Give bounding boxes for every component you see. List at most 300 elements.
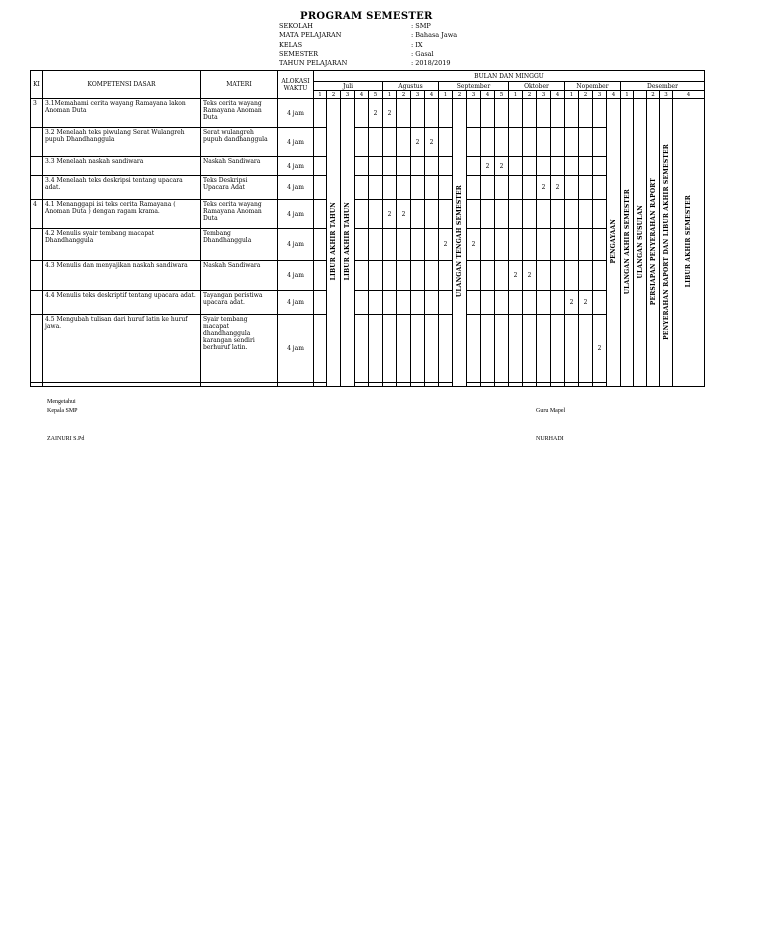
header-week: 3 bbox=[593, 91, 607, 99]
cell-materi: Serat wulangreh pupuh dandhanggula bbox=[201, 128, 278, 157]
week-cell: 2 bbox=[509, 261, 523, 291]
week-cell: 2 bbox=[523, 261, 537, 291]
header-week: 4 bbox=[673, 91, 705, 99]
vertical-label-text: ULANGAN SUSULAN bbox=[636, 204, 644, 279]
week-cell bbox=[355, 261, 369, 291]
week-cell bbox=[481, 200, 495, 229]
header-week: 5 bbox=[495, 91, 509, 99]
table-row bbox=[31, 315, 705, 383]
filler-cell bbox=[495, 383, 509, 387]
header-week: 1 bbox=[509, 91, 523, 99]
week-cell bbox=[495, 99, 509, 128]
cell-materi: Tembang Dhandhanggula bbox=[201, 229, 278, 261]
week-cell bbox=[565, 99, 579, 128]
header-month: September bbox=[439, 82, 509, 91]
week-cell: 2 bbox=[593, 315, 607, 383]
week-cell bbox=[551, 229, 565, 261]
vertical-label-text: LIBUR AKHIR SEMESTER bbox=[685, 195, 692, 288]
week-cell bbox=[314, 176, 327, 200]
header-week: 1 bbox=[565, 91, 579, 99]
week-cell bbox=[593, 200, 607, 229]
cell-ki bbox=[31, 229, 43, 261]
header-week: 3 bbox=[660, 91, 673, 99]
week-cell bbox=[495, 176, 509, 200]
week-cell bbox=[397, 291, 411, 315]
week-cell bbox=[411, 157, 425, 176]
filler-cell bbox=[314, 383, 327, 387]
week-cell bbox=[355, 315, 369, 383]
week-cell bbox=[537, 99, 551, 128]
filler-cell bbox=[425, 383, 439, 387]
cell-alokasi: 4 jam bbox=[278, 176, 314, 200]
page-title: PROGRAM SEMESTER bbox=[300, 11, 433, 22]
cell-kompetensi-dasar: 4.2 Menulis syair tembang macapat Dhandhanggula bbox=[43, 229, 201, 261]
cell-alokasi: 4 jam bbox=[278, 315, 314, 383]
cell-alokasi: 4 jam bbox=[278, 128, 314, 157]
table-row bbox=[31, 99, 705, 128]
week-cell bbox=[495, 261, 509, 291]
week-cell bbox=[537, 128, 551, 157]
vertical-label-text: PENYERAHAN RAPORT DAN LIBUR AKHIR SEMESTER bbox=[662, 143, 670, 340]
week-cell bbox=[314, 291, 327, 315]
header-week: 2 bbox=[327, 91, 341, 99]
week-cell bbox=[355, 176, 369, 200]
week-cell bbox=[509, 128, 523, 157]
filler-cell bbox=[355, 383, 369, 387]
filler-cell bbox=[579, 383, 593, 387]
week-cell bbox=[481, 261, 495, 291]
week-cell bbox=[425, 99, 439, 128]
meta-key: MATA PELAJARAN bbox=[279, 31, 342, 40]
week-cell bbox=[439, 128, 453, 157]
week-cell bbox=[537, 200, 551, 229]
footer-guru: Guru Mapel bbox=[536, 408, 566, 414]
week-cell bbox=[397, 261, 411, 291]
week-cell bbox=[314, 99, 327, 128]
week-cell bbox=[467, 176, 481, 200]
cell-kompetensi-dasar: 4.1 Menanggapi isi teks cerita Ramayana ( Anoman Duta ) dengan ragam krama. bbox=[43, 200, 201, 229]
week-cell bbox=[397, 315, 411, 383]
document-meta bbox=[279, 22, 531, 68]
week-cell bbox=[369, 157, 383, 176]
week-cell bbox=[397, 176, 411, 200]
week-cell bbox=[481, 99, 495, 128]
week-cell bbox=[467, 315, 481, 383]
week-cell bbox=[551, 200, 565, 229]
week-cell bbox=[425, 176, 439, 200]
week-cell: 2 bbox=[411, 128, 425, 157]
header-week: 1 bbox=[383, 91, 397, 99]
week-cell bbox=[355, 229, 369, 261]
week-cell bbox=[523, 176, 537, 200]
cell-kompetensi-dasar: 4.3 Menulis dan menyajikan naskah sandiwara bbox=[43, 261, 201, 291]
week-cell bbox=[495, 229, 509, 261]
footer-kepala-name: ZAINURI S.Pd bbox=[47, 436, 85, 442]
table-row bbox=[31, 291, 705, 315]
filler-cell bbox=[537, 383, 551, 387]
table-row bbox=[31, 261, 705, 291]
week-cell bbox=[565, 157, 579, 176]
week-cell bbox=[593, 291, 607, 315]
week-cell bbox=[397, 229, 411, 261]
week-cell bbox=[551, 315, 565, 383]
week-cell bbox=[467, 128, 481, 157]
week-cell bbox=[509, 229, 523, 261]
cell-kompetensi-dasar: 4.5 Mengubah tulisan dari huruf latin ke huruf jawa. bbox=[43, 315, 201, 383]
program-semester-table bbox=[30, 70, 705, 387]
footer-kepala: Kepala SMP bbox=[47, 408, 78, 414]
week-cell bbox=[565, 176, 579, 200]
vertical-label-text: LIBUR AKHIR TAHUN bbox=[344, 202, 351, 281]
week-cell bbox=[551, 128, 565, 157]
header-week: 3 bbox=[411, 91, 425, 99]
week-cell bbox=[397, 128, 411, 157]
week-cell bbox=[579, 229, 593, 261]
vertical-label-libur1 bbox=[327, 99, 341, 387]
week-cell bbox=[314, 315, 327, 383]
vertical-label-text: ULANGAN AKHIR SEMESTER bbox=[623, 188, 631, 295]
cell-alokasi: 4 jam bbox=[278, 157, 314, 176]
vertical-label-text: LIBUR AKHIR TAHUN bbox=[330, 202, 337, 281]
week-cell bbox=[383, 315, 397, 383]
week-cell bbox=[383, 157, 397, 176]
header-alokasi-waktu: ALOKASI WAKTU bbox=[278, 71, 314, 99]
week-cell bbox=[369, 261, 383, 291]
header-week: 1 bbox=[621, 91, 634, 99]
header-week: 1 bbox=[439, 91, 453, 99]
filler-cell bbox=[201, 383, 278, 387]
header-month: Oktober bbox=[509, 82, 565, 91]
week-cell bbox=[565, 200, 579, 229]
week-cell bbox=[481, 128, 495, 157]
week-cell bbox=[439, 261, 453, 291]
week-cell: 2 bbox=[369, 99, 383, 128]
week-cell bbox=[593, 157, 607, 176]
week-cell bbox=[425, 200, 439, 229]
cell-ki bbox=[31, 128, 43, 157]
cell-alokasi: 4 jam bbox=[278, 99, 314, 128]
week-cell bbox=[551, 157, 565, 176]
week-cell bbox=[495, 291, 509, 315]
week-cell bbox=[314, 200, 327, 229]
week-cell bbox=[383, 176, 397, 200]
week-cell bbox=[314, 128, 327, 157]
week-cell bbox=[523, 200, 537, 229]
cell-materi: Teks cerita wayang Ramayana Anoman Duta bbox=[201, 99, 278, 128]
week-cell bbox=[467, 200, 481, 229]
table-row bbox=[31, 200, 705, 229]
table-row bbox=[31, 157, 705, 176]
table-row bbox=[31, 176, 705, 200]
week-cell bbox=[579, 200, 593, 229]
week-cell bbox=[579, 157, 593, 176]
week-cell bbox=[565, 315, 579, 383]
filler-cell bbox=[467, 383, 481, 387]
week-cell bbox=[565, 261, 579, 291]
week-cell bbox=[481, 291, 495, 315]
week-cell bbox=[411, 99, 425, 128]
table-row bbox=[31, 229, 705, 261]
cell-kompetensi-dasar: 4.4 Menulis teks deskriptif tentang upacara adat. bbox=[43, 291, 201, 315]
week-cell bbox=[369, 291, 383, 315]
cell-ki bbox=[31, 157, 43, 176]
week-cell bbox=[425, 315, 439, 383]
header-week: 3 bbox=[537, 91, 551, 99]
week-cell bbox=[383, 291, 397, 315]
week-cell bbox=[425, 291, 439, 315]
week-cell bbox=[355, 128, 369, 157]
week-cell bbox=[411, 229, 425, 261]
cell-materi: Naskah Sandiwara bbox=[201, 261, 278, 291]
week-cell bbox=[523, 229, 537, 261]
week-cell bbox=[593, 128, 607, 157]
meta-value: : 2018/2019 bbox=[411, 59, 451, 68]
header-week: 2 bbox=[647, 91, 660, 99]
week-cell bbox=[439, 99, 453, 128]
week-cell: 2 bbox=[481, 157, 495, 176]
header-week bbox=[634, 91, 647, 99]
week-cell bbox=[397, 157, 411, 176]
week-cell bbox=[579, 176, 593, 200]
vertical-label-text: PENGAYAAN bbox=[610, 219, 617, 264]
cell-ki bbox=[31, 176, 43, 200]
week-cell bbox=[509, 200, 523, 229]
filler-cell bbox=[565, 383, 579, 387]
week-cell bbox=[411, 261, 425, 291]
filler-cell bbox=[551, 383, 565, 387]
table-row-filler bbox=[31, 383, 705, 387]
week-cell bbox=[509, 176, 523, 200]
meta-value: : IX bbox=[411, 40, 423, 49]
week-cell: 2 bbox=[467, 229, 481, 261]
vertical-label-pengayaan bbox=[607, 99, 621, 387]
week-cell bbox=[467, 261, 481, 291]
header-week: 2 bbox=[453, 91, 467, 99]
filler-cell bbox=[31, 383, 43, 387]
vertical-label-uts bbox=[453, 99, 467, 387]
header-month: Juli bbox=[314, 82, 383, 91]
week-cell bbox=[495, 315, 509, 383]
cell-kompetensi-dasar: 3.1Memahami cerita wayang Ramayana lakon Anoman Duta bbox=[43, 99, 201, 128]
week-cell bbox=[439, 291, 453, 315]
week-cell bbox=[411, 291, 425, 315]
header-week: 1 bbox=[314, 91, 327, 99]
vertical-label-text: PERSIAPAN PENYERAHAN RAPORT bbox=[649, 177, 657, 306]
week-cell bbox=[439, 315, 453, 383]
week-cell: 2 bbox=[537, 176, 551, 200]
cell-ki bbox=[31, 261, 43, 291]
cell-materi: Teks cerita wayang Ramayana Anoman Duta bbox=[201, 200, 278, 229]
filler-cell bbox=[481, 383, 495, 387]
week-cell bbox=[383, 229, 397, 261]
week-cell bbox=[425, 229, 439, 261]
meta-row bbox=[279, 41, 531, 50]
week-cell bbox=[467, 291, 481, 315]
week-cell bbox=[425, 157, 439, 176]
week-cell bbox=[383, 261, 397, 291]
week-cell bbox=[523, 315, 537, 383]
week-cell bbox=[537, 291, 551, 315]
vertical-label-text: ULANGAN TENGAH SEMESTER bbox=[456, 185, 463, 298]
week-cell bbox=[397, 99, 411, 128]
week-cell bbox=[467, 99, 481, 128]
filler-cell bbox=[278, 383, 314, 387]
meta-key: SEMESTER bbox=[279, 49, 319, 58]
week-cell bbox=[383, 128, 397, 157]
week-cell bbox=[355, 200, 369, 229]
filler-cell bbox=[383, 383, 397, 387]
week-cell bbox=[369, 128, 383, 157]
cell-materi: Naskah Sandiwara bbox=[201, 157, 278, 176]
cell-materi: Teks Deskripsi Upacara Adat bbox=[201, 176, 278, 200]
week-cell bbox=[509, 291, 523, 315]
meta-row bbox=[279, 50, 531, 59]
meta-row bbox=[279, 31, 531, 40]
week-cell bbox=[579, 261, 593, 291]
week-cell bbox=[369, 176, 383, 200]
week-cell bbox=[481, 315, 495, 383]
week-cell bbox=[369, 315, 383, 383]
header-month: Nopember bbox=[565, 82, 621, 91]
week-cell: 2 bbox=[565, 291, 579, 315]
week-cell bbox=[579, 315, 593, 383]
header-kompetensi-dasar: KOMPETENSI DASAR bbox=[43, 71, 201, 99]
filler-cell bbox=[397, 383, 411, 387]
filler-cell bbox=[523, 383, 537, 387]
week-cell bbox=[411, 315, 425, 383]
week-cell bbox=[314, 261, 327, 291]
header-week: 2 bbox=[523, 91, 537, 99]
cell-ki: 3 bbox=[31, 99, 43, 128]
week-cell bbox=[551, 291, 565, 315]
footer-mengetahui: Mengetahui bbox=[47, 399, 76, 405]
meta-key: TAHUN PELAJARAN bbox=[279, 59, 348, 68]
week-cell bbox=[593, 99, 607, 128]
header-week: 3 bbox=[467, 91, 481, 99]
week-cell bbox=[523, 157, 537, 176]
week-cell bbox=[495, 200, 509, 229]
week-cell bbox=[593, 261, 607, 291]
vertical-label-libur2 bbox=[341, 99, 355, 387]
week-cell bbox=[565, 229, 579, 261]
week-cell bbox=[537, 229, 551, 261]
week-cell bbox=[551, 261, 565, 291]
week-cell bbox=[314, 157, 327, 176]
week-cell bbox=[467, 157, 481, 176]
header-bulan-minggu: BULAN DAN MINGGU bbox=[314, 71, 705, 82]
week-cell bbox=[509, 315, 523, 383]
week-cell: 2 bbox=[383, 200, 397, 229]
week-cell bbox=[579, 99, 593, 128]
header-week: 4 bbox=[425, 91, 439, 99]
week-cell bbox=[411, 200, 425, 229]
header-week: 4 bbox=[481, 91, 495, 99]
filler-cell bbox=[411, 383, 425, 387]
vertical-label-penyerahan bbox=[660, 99, 673, 387]
week-cell: 2 bbox=[495, 157, 509, 176]
week-cell bbox=[355, 157, 369, 176]
header-month: Desember bbox=[621, 82, 705, 91]
week-cell bbox=[439, 200, 453, 229]
filler-cell bbox=[43, 383, 201, 387]
meta-key: SEKOLAH bbox=[279, 22, 313, 30]
week-cell bbox=[551, 99, 565, 128]
week-cell: 2 bbox=[383, 99, 397, 128]
vertical-label-susulan bbox=[634, 99, 647, 387]
week-cell bbox=[369, 200, 383, 229]
header-week: 4 bbox=[607, 91, 621, 99]
week-cell bbox=[355, 99, 369, 128]
week-cell bbox=[355, 291, 369, 315]
cell-alokasi: 4 jam bbox=[278, 291, 314, 315]
meta-row bbox=[279, 22, 531, 31]
week-cell bbox=[425, 261, 439, 291]
cell-kompetensi-dasar: 3.3 Menelaah naskah sandiwara bbox=[43, 157, 201, 176]
week-cell: 2 bbox=[579, 291, 593, 315]
filler-cell bbox=[509, 383, 523, 387]
week-cell bbox=[593, 176, 607, 200]
vertical-label-persiapan bbox=[647, 99, 660, 387]
week-cell bbox=[439, 157, 453, 176]
cell-materi: Syair tembang macapat dhandhanggula karangan sendiri berhuruf latin. bbox=[201, 315, 278, 383]
week-cell bbox=[537, 315, 551, 383]
week-cell bbox=[537, 261, 551, 291]
cell-ki bbox=[31, 291, 43, 315]
cell-alokasi: 4 jam bbox=[278, 261, 314, 291]
vertical-label-uas bbox=[621, 99, 634, 387]
week-cell bbox=[537, 157, 551, 176]
meta-value: : Gasal bbox=[411, 49, 434, 58]
week-cell: 2 bbox=[551, 176, 565, 200]
filler-cell bbox=[439, 383, 453, 387]
vertical-label-libur-akhir bbox=[673, 99, 705, 387]
cell-alokasi: 4 jam bbox=[278, 200, 314, 229]
footer-guru-name: NURHADI bbox=[536, 436, 564, 442]
week-cell bbox=[509, 157, 523, 176]
meta-key: KELAS bbox=[279, 40, 303, 49]
header-week: 3 bbox=[341, 91, 355, 99]
week-cell: 2 bbox=[397, 200, 411, 229]
header-week: 2 bbox=[579, 91, 593, 99]
header-week: 4 bbox=[551, 91, 565, 99]
cell-kompetensi-dasar: 3.4 Menelaah teks deskripsi tentang upacara adat. bbox=[43, 176, 201, 200]
cell-kompetensi-dasar: 3.2 Menelaah teks piwulang Serat Wulangreh pupuh Dhandhanggula bbox=[43, 128, 201, 157]
header-ki: KI bbox=[31, 71, 43, 99]
filler-cell bbox=[593, 383, 607, 387]
week-cell bbox=[439, 176, 453, 200]
week-cell bbox=[523, 128, 537, 157]
week-cell bbox=[314, 229, 327, 261]
week-cell bbox=[593, 229, 607, 261]
header-week: 4 bbox=[355, 91, 369, 99]
meta-value: : Bahasa Jawa bbox=[411, 31, 458, 40]
cell-alokasi: 4 jam bbox=[278, 229, 314, 261]
cell-materi: Tayangan peristiwa upacara adat. bbox=[201, 291, 278, 315]
week-cell bbox=[523, 291, 537, 315]
header-week: 2 bbox=[397, 91, 411, 99]
header-week: 5 bbox=[369, 91, 383, 99]
week-cell bbox=[579, 128, 593, 157]
week-cell bbox=[481, 229, 495, 261]
week-cell bbox=[481, 176, 495, 200]
filler-cell bbox=[369, 383, 383, 387]
meta-row bbox=[279, 59, 531, 68]
week-cell bbox=[369, 229, 383, 261]
week-cell bbox=[565, 128, 579, 157]
week-cell bbox=[495, 128, 509, 157]
week-cell bbox=[523, 99, 537, 128]
header-materi: MATERI bbox=[201, 71, 278, 99]
